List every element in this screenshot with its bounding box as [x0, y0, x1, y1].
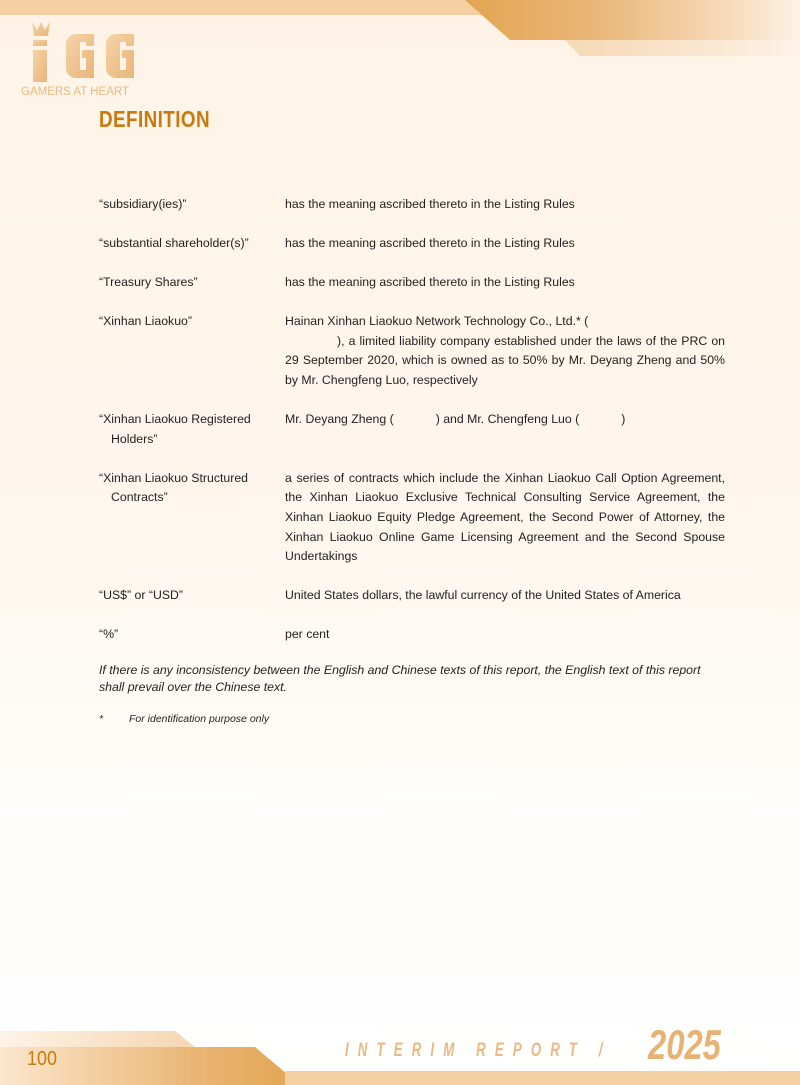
definition: has the meaning ascribed thereto in the Listing Rules	[285, 197, 575, 211]
definition-part: )	[621, 412, 626, 427]
definition: United States dollars, the lawful currency of the United States of America	[285, 588, 681, 603]
page-number: 100	[27, 1048, 58, 1070]
definition: has the meaning ascribed thereto in the Listing Rules	[285, 236, 575, 251]
definition-row	[99, 234, 725, 254]
footnote-text: For identification purpose only	[129, 712, 270, 725]
definition-row	[99, 625, 725, 645]
top-decor-band-secondary	[565, 40, 800, 56]
term	[99, 469, 285, 567]
report-label: INTERIM REPORT /	[345, 1040, 612, 1061]
footnote-mark: *	[99, 712, 104, 725]
definition	[285, 312, 725, 390]
top-decor-band	[465, 0, 800, 40]
term	[99, 410, 285, 449]
term: “%”	[99, 627, 119, 642]
term: “substantial shareholder(s)”	[99, 236, 249, 251]
report-year: 2025	[648, 1021, 721, 1068]
definition-row	[99, 312, 725, 390]
term-line: “Xinhan Liaokuo Registered	[99, 412, 251, 427]
page-title: DEFINITION	[99, 106, 210, 132]
term: “Treasury Shares”	[99, 275, 198, 290]
bottom-decor-bar	[285, 1071, 800, 1085]
definition-row	[99, 410, 725, 449]
definition-part: ) and Mr. Chengfeng Luo (	[435, 412, 580, 427]
definitions-list	[99, 195, 725, 726]
footnote	[99, 713, 725, 726]
definition: per cent	[285, 627, 330, 642]
definition-part: ), a limited liability company established under the laws of the PRC on 29 September 2020, which is owned as to 50% by Mr. Deyang Zheng and 50% by Mr. Chengfeng Luo, respectively	[285, 333, 725, 388]
definition-part: Hainan Xinhan Liaokuo Network Technology Co., Ltd.* (	[285, 314, 589, 329]
definition: a series of contracts which include the Xinhan Liaokuo Call Option Agreement, the Xinhan Liaokuo Exclusive Technical Consulting Service Agreement, the Xinhan Liaokuo Equity Pledge Agreement, the Second Power of Attorney, the Xinhan Liaokuo Online Game Licensing Agreement and the Second Spouse Undertakings	[285, 470, 725, 564]
language-note: If there is any inconsistency between the English and Chinese texts of this report, the English text of this report shall prevail over the Chinese text.	[99, 662, 701, 694]
definition-row	[99, 195, 725, 215]
term: “Xinhan Liaokuo”	[99, 314, 192, 329]
term: “subsidiary(ies)”	[99, 197, 187, 211]
definition: has the meaning ascribed thereto in the Listing Rules	[285, 275, 575, 290]
term-line: Holders”	[111, 431, 158, 446]
definition-row	[99, 586, 725, 606]
term: “US$” or “USD”	[99, 588, 184, 603]
term-line: Contracts”	[111, 490, 168, 505]
term-line: “Xinhan Liaokuo Structured	[99, 470, 249, 485]
definition-row	[99, 273, 725, 293]
logo-tagline: GAMERS AT HEART	[21, 86, 129, 98]
definition-row	[99, 469, 725, 567]
definition-part: Mr. Deyang Zheng (	[285, 412, 394, 427]
definition	[285, 410, 725, 449]
